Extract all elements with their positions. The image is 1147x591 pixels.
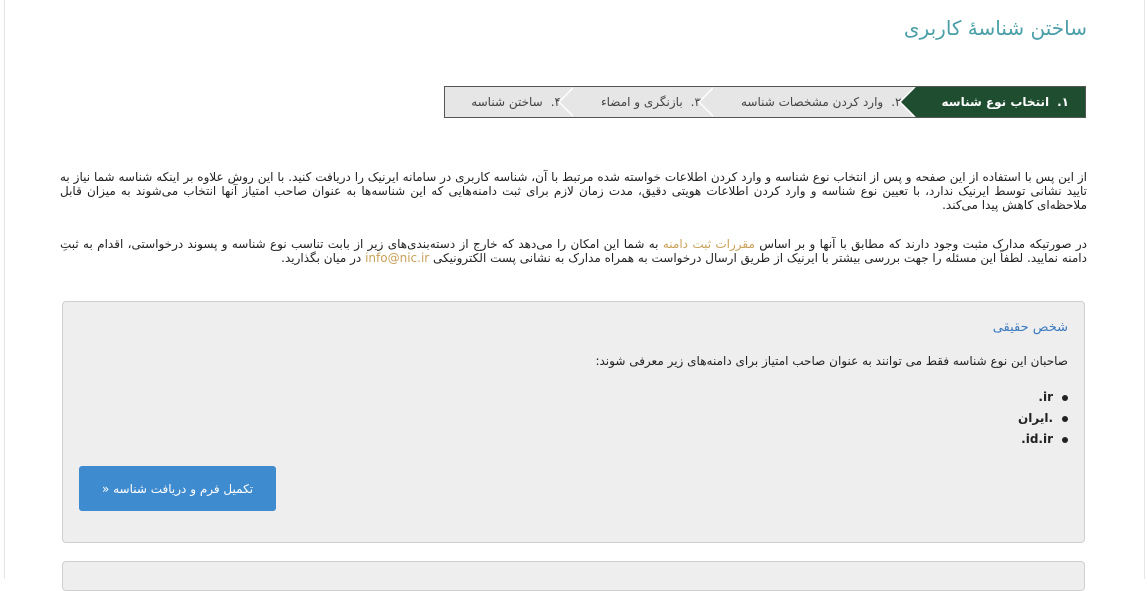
list-item xyxy=(1018,429,1068,450)
bullet-icon xyxy=(1062,416,1068,422)
card-description: صاحبان این نوع شناسه فقط می توانند به عنوان صاحب امتیاز برای دامنه‌های زیر معرفی شوند: xyxy=(595,354,1068,368)
intro-text: در میان بگذارید. xyxy=(281,251,362,265)
wizard-step-label: ساختن شناسه xyxy=(471,95,543,109)
wizard-step-number: ۴. xyxy=(550,95,561,109)
bullet-icon xyxy=(1062,395,1068,401)
wizard-step-number: ۱. xyxy=(1057,95,1069,109)
wizard-step-label: بازنگری و امضاء xyxy=(601,95,683,109)
intro-paragraph-2 xyxy=(60,237,1087,265)
domain-list xyxy=(1018,387,1068,450)
domain-rules-link[interactable]: مقررات ثبت دامنه xyxy=(662,237,755,251)
intro-text: در صورتیکه مدارک مثبت وجود دارند که مطابق با آنها و بر اساس xyxy=(759,237,1087,251)
domain-suffix: .ایران xyxy=(1018,411,1053,425)
bullet-icon xyxy=(1062,437,1068,443)
wizard-step-3 xyxy=(575,87,715,117)
domain-suffix: .id.ir xyxy=(1021,432,1053,446)
complete-form-button[interactable]: تکمیل فرم و دریافت شناسه « xyxy=(79,466,276,511)
intro-paragraph-1: از این پس با استفاده از این صفحه و پس از انتخاب نوع شناسه و وارد کردن اطلاعات خواسته شده مرتبط با آن، شناسه کاربری در سامانه ایرنیک را دریافت کنید. با این روش علاوه بر اینکه شناسه شما نیاز به تایید نشانی توسط ایرنیک ندارد، با تعیین نوع شناسه و وارد کردن اطلاعات هویتی دقیق، مدت زمان لازم برای ثبت دامنه‌هایی که این شناسه‌ها به عنوان صاحب امتیاز آنها انتخاب می‌شوند به میزان قابل ملاحظه‌ای کاهش پیدا می‌کند. xyxy=(60,170,1087,212)
wizard-steps xyxy=(444,86,1086,118)
wizard-step-number: ۲. xyxy=(891,95,902,109)
list-item xyxy=(1018,408,1068,429)
domain-suffix: .ir xyxy=(1038,390,1053,404)
wizard-step-label: انتخاب نوع شناسه xyxy=(941,95,1050,109)
intro-text: به شما این امکان را می‌دهد که خارج از دسته‌بندی‌های زیر از بابت تناسب نوع شناسه و پسوند درخواستی، اقدام به ثبتِ دامنه نمایید. لطفاً این مسئله را جهت بررسی بیشتر با ایرنیک از طریق ارسال درخواست به همراه مدارک به نشانی پست الکترونیکی xyxy=(60,237,1087,265)
wizard-step-label: وارد کردن مشخصات شناسه xyxy=(740,95,884,109)
wizard-step-4 xyxy=(445,87,575,117)
email-link[interactable]: info@nic.ir xyxy=(365,251,430,265)
wizard-step-1 xyxy=(916,87,1086,117)
card-title: شخص حقیقی xyxy=(992,320,1068,335)
page-title: ساختن شناسهٔ کاربری xyxy=(903,16,1087,40)
wizard-step-2 xyxy=(715,87,916,117)
wizard-step-number: ۳. xyxy=(690,95,701,109)
identity-type-card xyxy=(62,301,1085,543)
list-item xyxy=(1018,387,1068,408)
identity-type-card-2 xyxy=(62,561,1085,591)
